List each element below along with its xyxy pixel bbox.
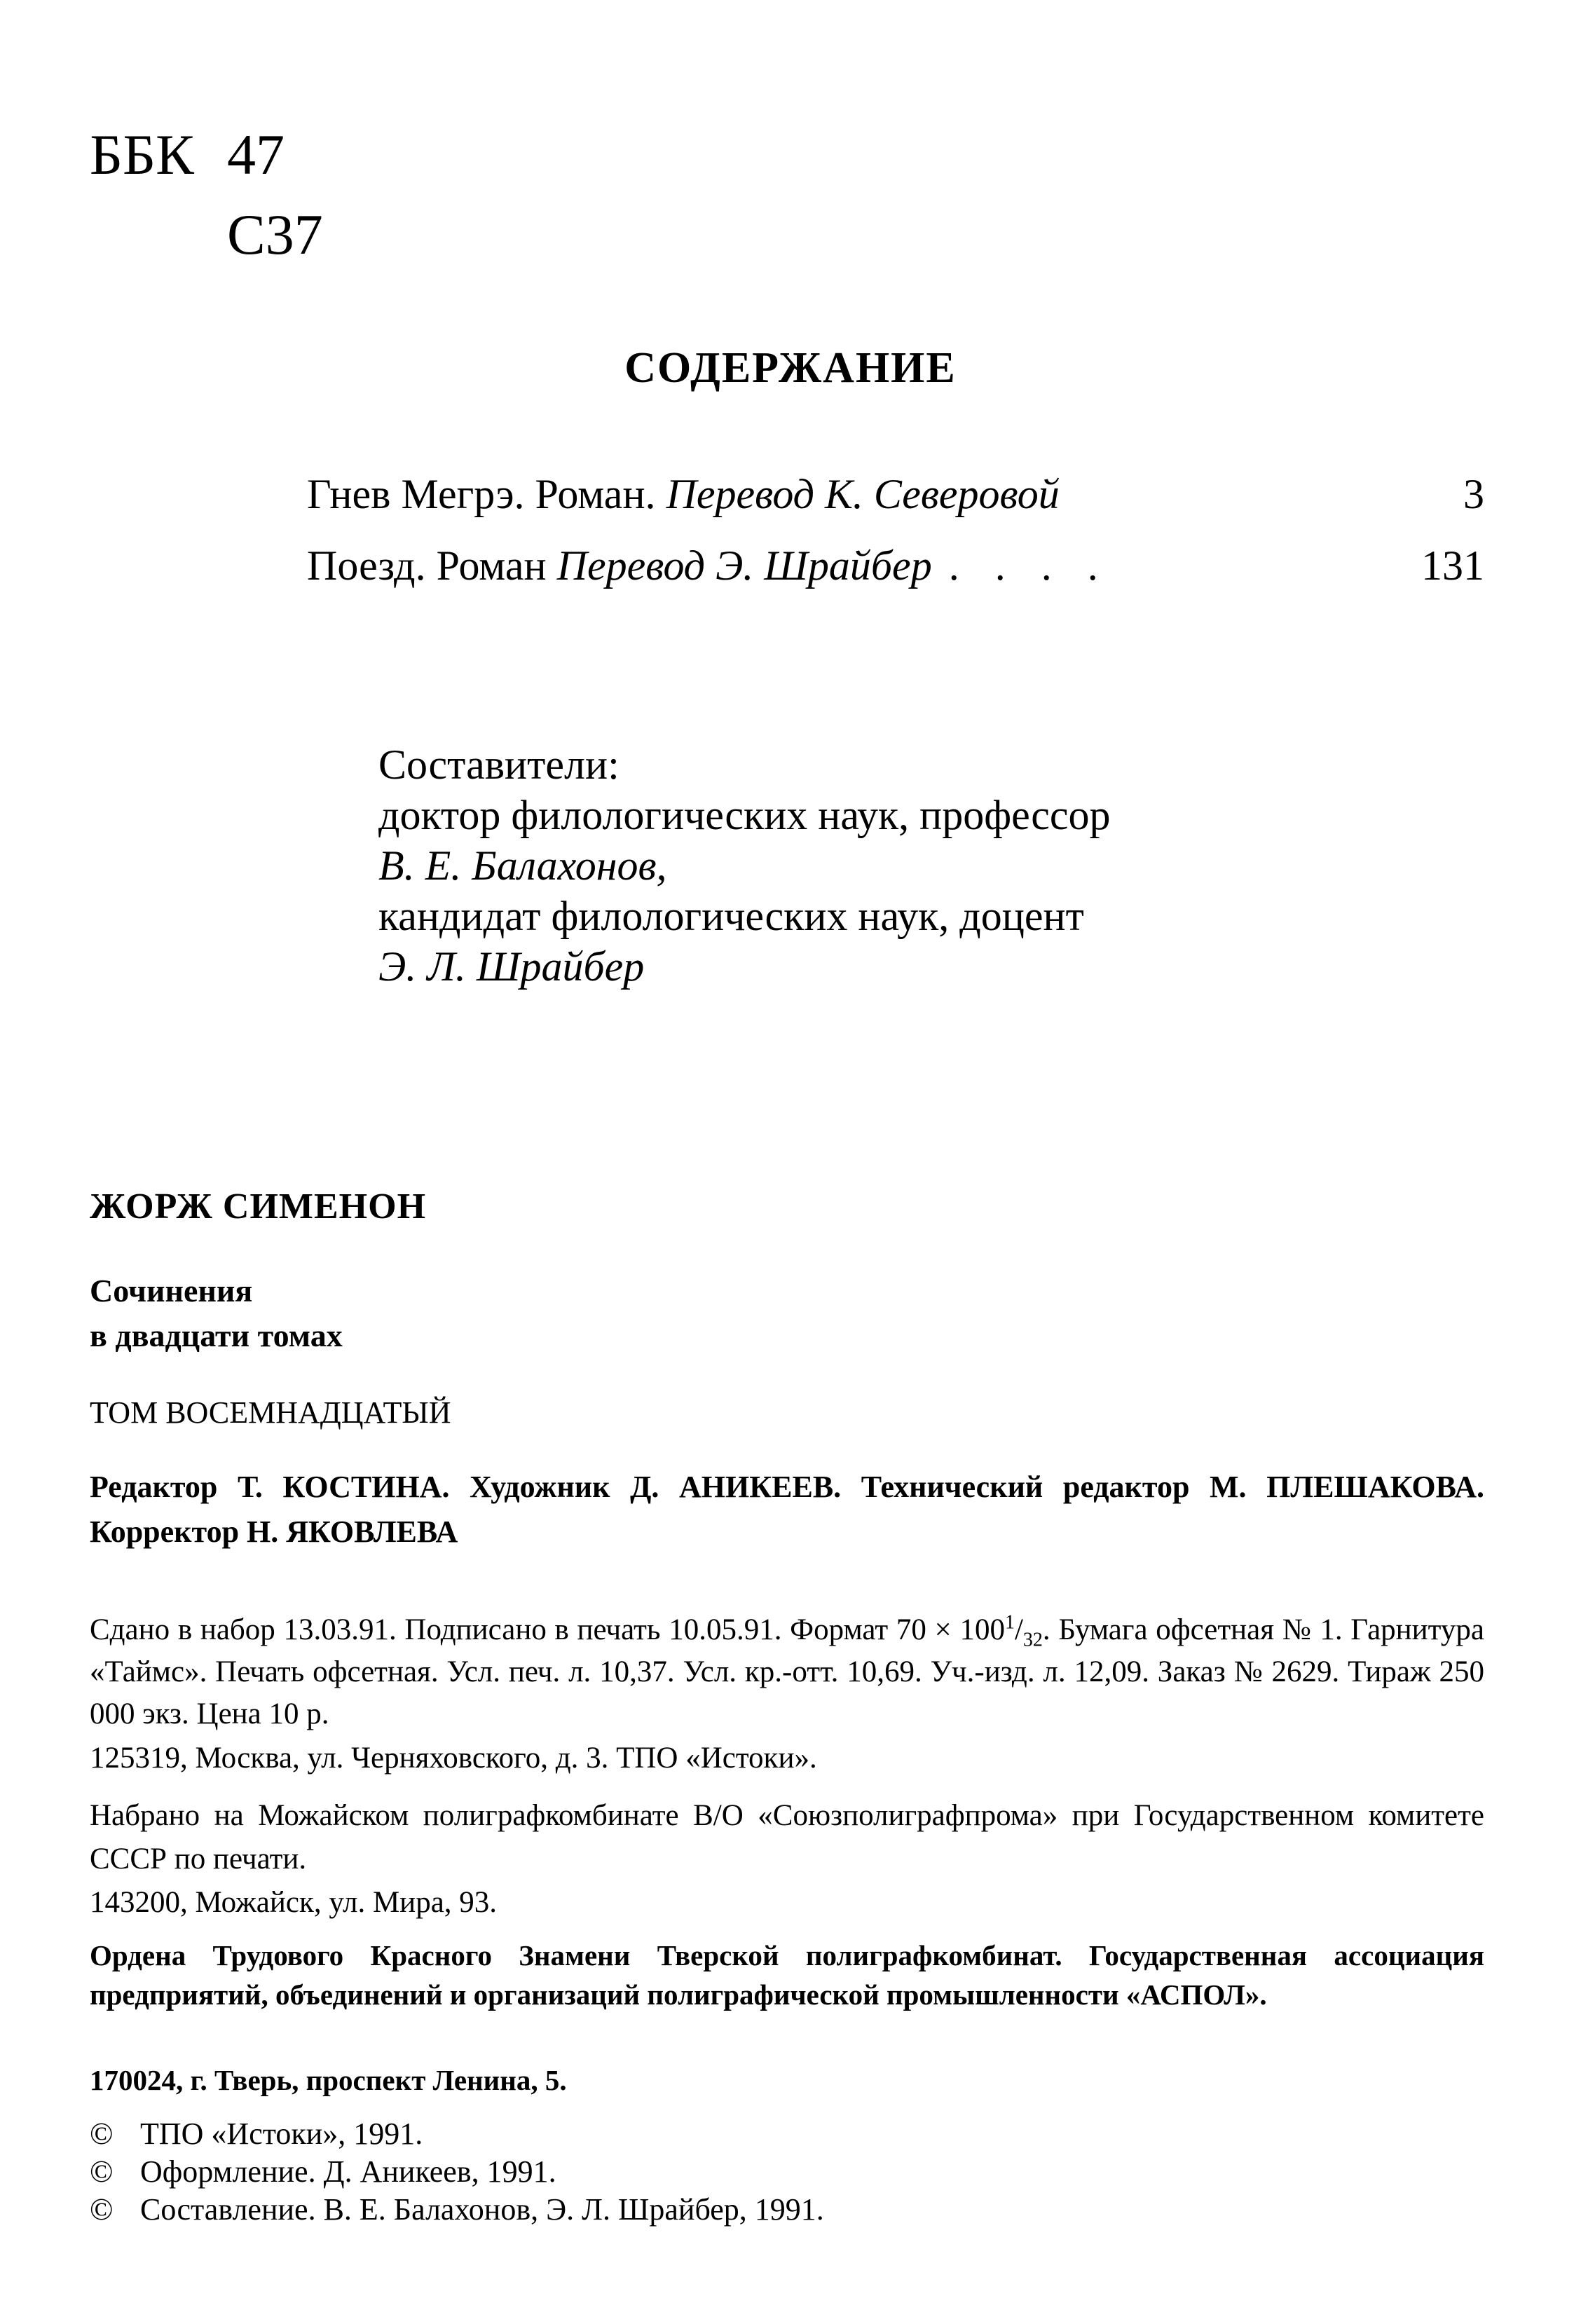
production-details: Сдано в набор 13.03.91. Подписано в печать 10.05.91. Формат $70 \times 100^1/_{32}$. Бумага офсетная № 1. Гарнитура «Таймс». Печать офсетная. Усл. печ. л. 10,37. Усл. кр.-отт. 10,69. Уч.-изд. л. 12,09. Заказ № 2629. Тираж 250 000 экз. Цена 10 р. [90, 1611, 1484, 1730]
compilers-label: Составители: [378, 741, 620, 788]
production-text: . Бумага офсетная № 1. Гарнитура «Таймс». Печать офсетная. Усл. печ. л. 10,37. Усл. кр.-отт. 10,69. Уч.-изд. л. 12,09. Заказ № 2629. Тираж 250 000 экз. Цена 10 р. [90, 1613, 1484, 1730]
compiler-credentials: доктор филологических наук, профессор [378, 792, 1111, 838]
format-numerator: 1 [1004, 1611, 1015, 1634]
toc-entry-page: 3 [1463, 471, 1484, 517]
production-text: Сдано в набор 13.03.91. Подписано в печать 10.05.91. Формат 70 × 100 [90, 1613, 1005, 1646]
toc-entry-leader: . . . . [948, 542, 1111, 589]
bbk-index [90, 123, 285, 186]
bbk-code: 47 [227, 123, 285, 186]
volume-number: ТОМ ВОСЕМНАДЦАТЫЙ [90, 1395, 451, 1430]
work-title-line: Сочинения [90, 1273, 253, 1308]
copyright-icon: © [90, 2154, 114, 2189]
format-denominator: 32 [1022, 1629, 1043, 1651]
compiler-name: Э. Л. Шрайбер [378, 943, 645, 990]
staff-credits: Редактор Т. КОСТИНА. Художник Д. АНИКЕЕВ. Технический редактор М. ПЛЕШАКОВА. Корректор Н. ЯКОВЛЕВА [90, 1470, 1484, 1549]
bbk-label: ББК [90, 123, 194, 186]
copyright-icon: © [90, 2192, 114, 2227]
toc-entry-text [307, 468, 1060, 520]
publisher-address: 125319, Москва, ул. Черняховского, д. 3. ТПО «Истоки». [90, 1742, 817, 1775]
compiler-name: В. Е. Балахонов, [378, 842, 667, 889]
toc-entry-text [307, 540, 1111, 592]
toc-entry-title: Поезд. Роман [307, 542, 547, 589]
compilers-block [378, 739, 1111, 992]
author-mark: С37 [227, 203, 323, 266]
copyright-text: ТПО «Истоки», 1991. [140, 2117, 423, 2151]
copyright-text: Оформление. Д. Аникеев, 1991. [140, 2154, 556, 2189]
copyright-line [90, 2153, 556, 2191]
contents-title: СОДЕРЖАНИЕ [624, 344, 957, 392]
toc-entry-translator: Перевод Э. Шрайбер [556, 542, 932, 589]
work-title [90, 1269, 343, 1358]
work-title-line: в двадцати томах [90, 1318, 343, 1353]
toc-entry-page: 131 [1421, 542, 1484, 589]
printer-address: 170024, г. Тверь, проспект Ленина, 5. [90, 2064, 567, 2096]
typesetting-address: 143200, Можайск, ул. Мира, 93. [90, 1886, 498, 1919]
toc-entry [307, 468, 1484, 520]
copyright-icon: © [90, 2117, 114, 2151]
compiler-credentials: кандидат филологических наук, доцент [378, 893, 1084, 939]
typesetting-info: Набрано на Можайском полиграфкомбинате В/О «Союзполиграфпрома» при Государственном комитете СССР по печати. [90, 1799, 1484, 1875]
toc-entry-translator: Перевод К. Северовой [666, 471, 1060, 517]
copyright-line [90, 2191, 824, 2229]
printer-info: Ордена Трудового Красного Знамени Тверской полиграфкомбинат. Государственная ассоциация предприятий, объединений и организаций полиграфической промышленности «АСПОЛ». [90, 1939, 1484, 2011]
copyright-text: Составление. В. Е. Балахонов, Э. Л. Шрайбер, 1991. [140, 2192, 824, 2227]
toc-entry [307, 540, 1484, 592]
copyright-line [90, 2115, 423, 2153]
author-name: ЖОРЖ СИМЕНОН [90, 1187, 427, 1226]
toc-entry-title: Гнев Мегрэ. Роман. [307, 471, 656, 517]
